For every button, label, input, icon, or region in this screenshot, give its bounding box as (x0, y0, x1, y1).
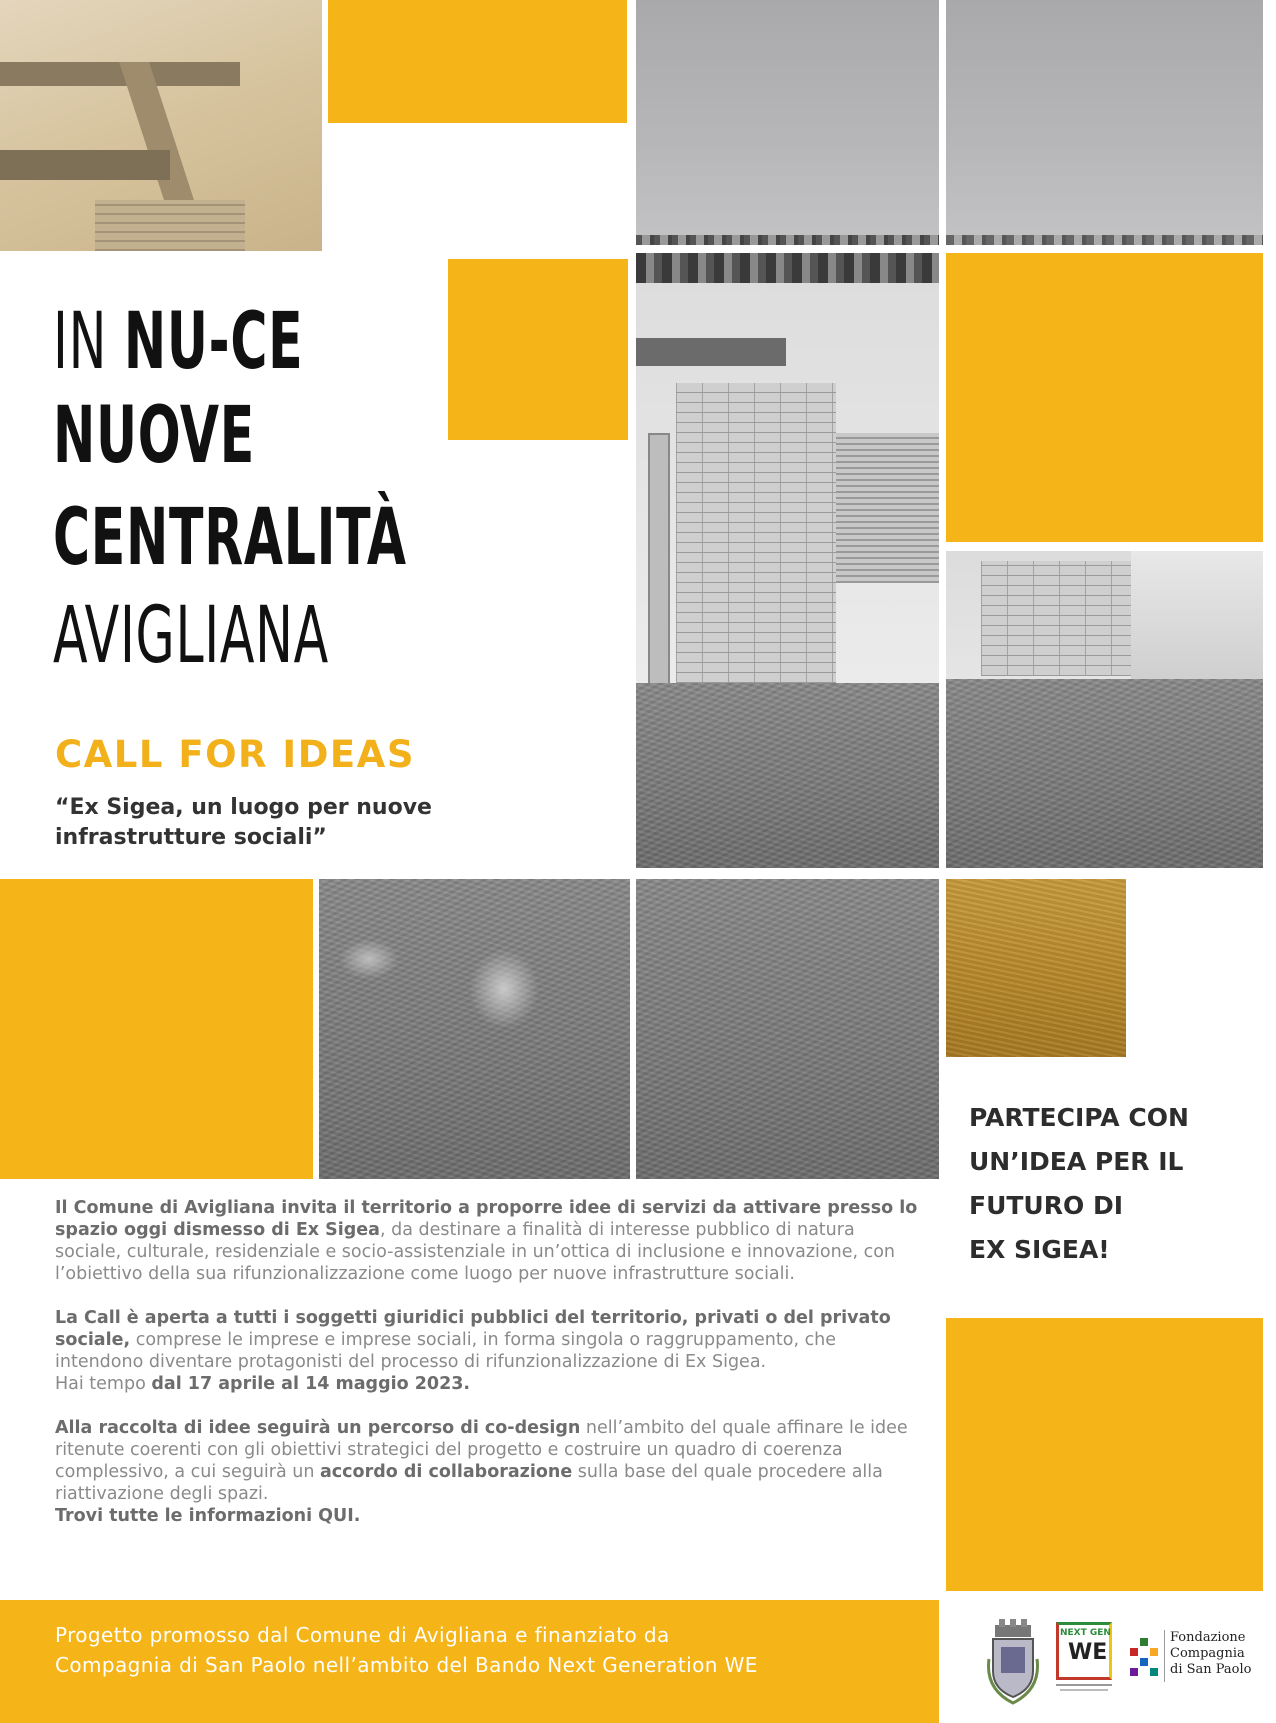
yellow-tile-right (946, 253, 1263, 542)
photo-asphalt-grass (319, 879, 630, 1179)
body-p2-dates: dal 17 aprile al 14 maggio 2023. (151, 1374, 471, 1394)
photo-sky-left (636, 0, 939, 245)
logo-next-gen-we (1056, 1622, 1112, 1694)
fondazione-line-1: Fondazione (1170, 1630, 1246, 1645)
body-paragraph-2 (55, 1307, 925, 1395)
title-line-3: CENTRALITÀ (53, 493, 407, 583)
coat-of-arms-icon (985, 1619, 1041, 1705)
cta-line-1: PARTECIPA CON (969, 1103, 1189, 1132)
footer-line-2: Compagnia di San Paolo nell’ambito del Bando Next Generation WE (55, 1653, 758, 1677)
body-paragraph-3 (55, 1417, 925, 1527)
logo-fondazione-compagnia-san-paolo (1130, 1628, 1270, 1684)
fondazione-line-2: Compagnia (1170, 1646, 1245, 1661)
body-info-link[interactable]: Trovi tutte le informazioni QUI. (55, 1506, 361, 1526)
logo-next-gen-label: NEXT GEN (1060, 1628, 1111, 1638)
yellow-tile-top (328, 0, 627, 123)
body-p2-bold: La Call è aperta a tutti i soggetti giuridici pubblici del territorio, privati o del privato sociale, (55, 1308, 891, 1350)
body-text (55, 1197, 925, 1549)
yellow-tile-bottom-right (946, 1318, 1263, 1591)
photo-asphalt-gold (946, 879, 1126, 1057)
title-prefix: IN (53, 297, 124, 387)
title-line-2: NUOVE (53, 391, 255, 481)
subtitle-quote-line-2: infrastrutture sociali” (55, 825, 327, 850)
subtitle-quote-line-1: “Ex Sigea, un luogo per nuove (55, 795, 432, 820)
subtitle-quote (55, 793, 615, 853)
cta-line-2: UN’IDEA PER IL (969, 1147, 1184, 1176)
body-p1-bold: Il Comune di Avigliana invita il territorio a proporre idee di servizi da attivare presso lo spazio oggi dismesso di Ex Sigea (55, 1198, 918, 1240)
cta-line-4: EX SIGEA! (969, 1235, 1110, 1264)
title-block (53, 297, 613, 685)
body-paragraph-1 (55, 1197, 925, 1285)
photo-building (636, 253, 939, 868)
logo-we-label: WE (1068, 1640, 1108, 1665)
fondazione-line-3: di San Paolo (1170, 1662, 1252, 1677)
title-line-1 (53, 297, 456, 391)
logo-comune-avigliana (978, 1612, 1048, 1712)
photo-canopy-sepia (0, 0, 322, 251)
body-p2-time: Hai tempo (55, 1374, 152, 1394)
footer-bar (0, 1600, 939, 1723)
footer-text (55, 1620, 925, 1680)
title-line-4: AVIGLIANA (53, 591, 329, 681)
photo-asphalt (636, 879, 939, 1179)
body-p3-end: sulla base del quale procedere alla riattivazione degli spazi. (55, 1462, 883, 1504)
yellow-tile-bottom-left (0, 879, 313, 1179)
body-p3-bold-1: Alla raccolta di idee seguirà un percorso di co-design (55, 1418, 581, 1438)
call-for-ideas-label: CALL FOR IDEAS (55, 733, 415, 776)
footer-line-1: Progetto promosso dal Comune di Avigliana e finanziato da (55, 1623, 670, 1647)
body-p1-rest: , da destinare a finalità di interesse pubblico di natura sociale, culturale, residenziale e socio-assistenziale in un’ottica di inclusione e innovazione, con l’obiettivo della sua rifunzionalizzazione come luogo per nuove infrastrutture sociali. (55, 1220, 896, 1284)
fondazione-mark-icon (1130, 1638, 1160, 1676)
body-p3-mid: nell’ambito del quale affinare le idee ritenute coerenti con gli obiettivi strategici del progetto e costruire un quadro di coerenza complessivo, a cui seguirà un (55, 1418, 908, 1482)
cta-participate (969, 1096, 1259, 1272)
photo-sky-right (946, 0, 1263, 245)
title-brand: NU-CE (123, 297, 304, 387)
cta-line-3: FUTURO DI (969, 1191, 1123, 1220)
photo-building-right (946, 551, 1263, 868)
body-p2-rest: comprese le imprese e imprese sociali, in forma singola o raggruppamento, che intendono diventare protagonisti del processo di rifunzionalizzazione di Ex Sigea. (55, 1330, 837, 1372)
body-p3-bold-2: accordo di collaborazione (320, 1462, 573, 1482)
